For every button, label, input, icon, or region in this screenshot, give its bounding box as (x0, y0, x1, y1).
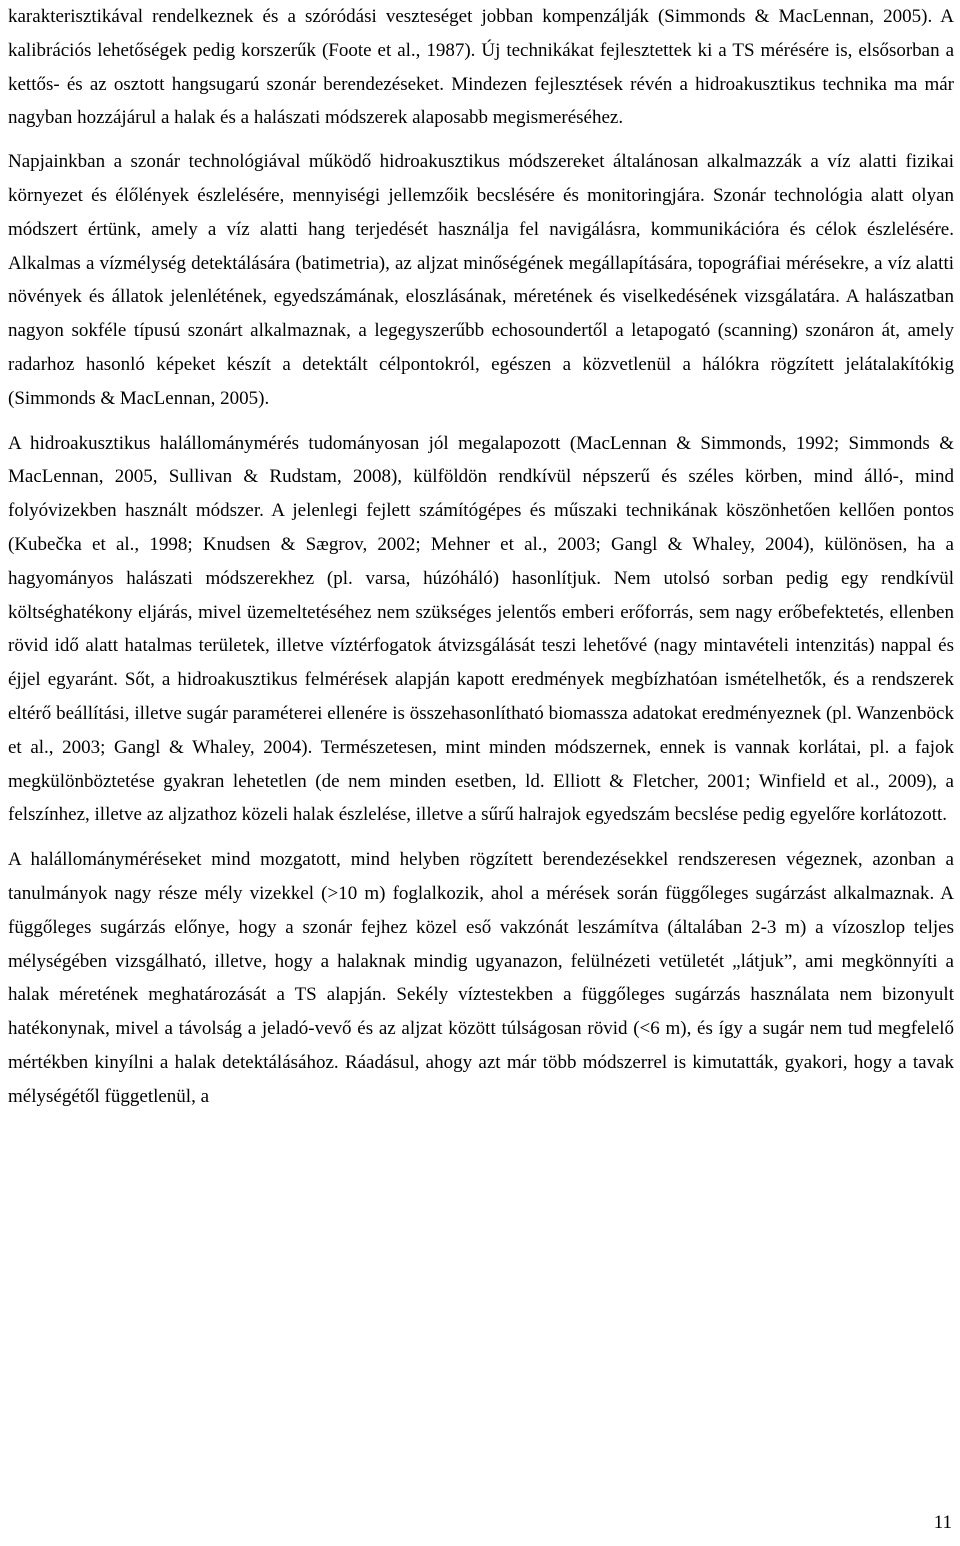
document-page (8, 0, 954, 1114)
paragraph-4: A halállományméréseket mind mozgatott, mind helyben rögzített berendezésekkel rendszeresen végeznek, azonban a tanulmányok nagy része mély vizekkel (>10 m) foglalkozik, ahol a mérések során függőleges sugárzást alkalmaznak. A függőleges sugárzás előnye, hogy a szonár fejhez közel eső vakzónát leszámítva (általában 2-3 m) a vízoszlop teljes mélységében vizsgálható, illetve, hogy a halaknak mindig ugyanazon, felülnézeti vetületét „látjuk”, ami megkönnyíti a halak méretének meghatározását a TS alapján. Sekély víztestekben a függőleges sugárzás használata nem bizonyult hatékonynak, mivel a távolság a jeladó-vevő és az aljzat között túlságosan rövid (<6 m), és így a sugár nem tud megfelelő mértékben kinyílni a halak detektálásához. Ráadásul, ahogy azt már több módszerrel is kimutatták, gyakori, hogy a tavak mélységétől függetlenül, a (8, 849, 954, 1107)
paragraph-3: A hidroakusztikus halállománymérés tudományosan jól megalapozott (MacLennan & Simmonds, 1992; Simmonds & MacLennan, 2005, Sullivan & Rudstam, 2008), külföldön rendkívül népszerű és széles körben, mind álló-, mind folyóvizekben használt módszer. A jelenlegi fejlett számítógépes és műszaki technikának köszönhetően kellően pontos (Kubečka et al., 1998; Knudsen & Sægrov, 2002; Mehner et al., 2003; Gangl & Whaley, 2004), különösen, ha a hagyományos halászati módszerekhez (pl. varsa, húzóháló) hasonlítjuk. Nem utolsó sorban pedig egy rendkívül költséghatékony eljárás, mivel üzemeltetéséhez nem szükséges jelentős emberi erőforrás, sem nagy erőbefektetés, ellenben rövid idő alatt hatalmas területek, illetve víztérfogatok átvizsgálását teszi lehetővé (nagy mintavételi intenzitás) nappal és éjjel egyaránt. Sőt, a hidroakusztikus felmérések alapján kapott eredmények megbízhatóan ismételhetők, és a rendszerek eltérő beállítási, illetve sugár paraméterei ellenére is összehasonlítható biomassza adatokat eredményeznek (pl. Wanzenböck et al., 2003; Gangl & Whaley, 2004). Természetesen, mint minden módszernek, ennek is vannak korlátai, pl. a fajok megkülönböztetése gyakran lehetetlen (de nem minden esetben, ld. Elliott & Fletcher, 2001; Winfield et al., 2009), a felszínhez, illetve az aljzathoz közeli halak észlelése, illetve a sűrű halrajok egyedszám becslése pedig egyelőre korlátozott. (8, 432, 954, 826)
paragraph-1: karakterisztikával rendelkeznek és a szóródási veszteséget jobban kompenzálják (Simmonds & MacLennan, 2005). A kalibrációs lehetőségek pedig korszerűk (Foote et al., 1987). Új technikákat fejlesztettek ki a TS mérésére is, elsősorban a kettős- és az osztott hangsugarú szonár berendezéseket. Mindezen fejlesztések révén a hidroakusztikus technika ma már nagyban hozzájárul a halak és a halászati módszerek alaposabb megismeréséhez. (8, 6, 954, 129)
paragraph-2: Napjainkban a szonár technológiával működő hidroakusztikus módszereket általánosan alkalmazzák a víz alatti fizikai környezet és élőlények észlelésére, mennyiségi jellemzőik becslésére és monitoringjára. Szonár technológia alatt olyan módszert értünk, amely a víz alatti hang terjedését használja fel navigálásra, kommunikációra és célok észlelésére. Alkalmas a vízmélység detektálására (batimetria), az aljzat minőségének megállapítására, topográfiai mérésekre, a víz alatti növények és állatok jelenlétének, egyedszámának, eloszlásának, méretének és viselkedésének vizsgálatára. A halászatban nagyon sokféle típusú szonárt alkalmaznak, a legegyszerűbb echosoundertől a letapogató (scanning) szonáron át, amely radarhoz hasonló képeket készít a detektált célpontokról, egészen a közvetlenül a hálókra rögzített jelátalakítókig (Simmonds & MacLennan, 2005). (8, 151, 954, 409)
page-number: 11 (933, 1512, 952, 1533)
